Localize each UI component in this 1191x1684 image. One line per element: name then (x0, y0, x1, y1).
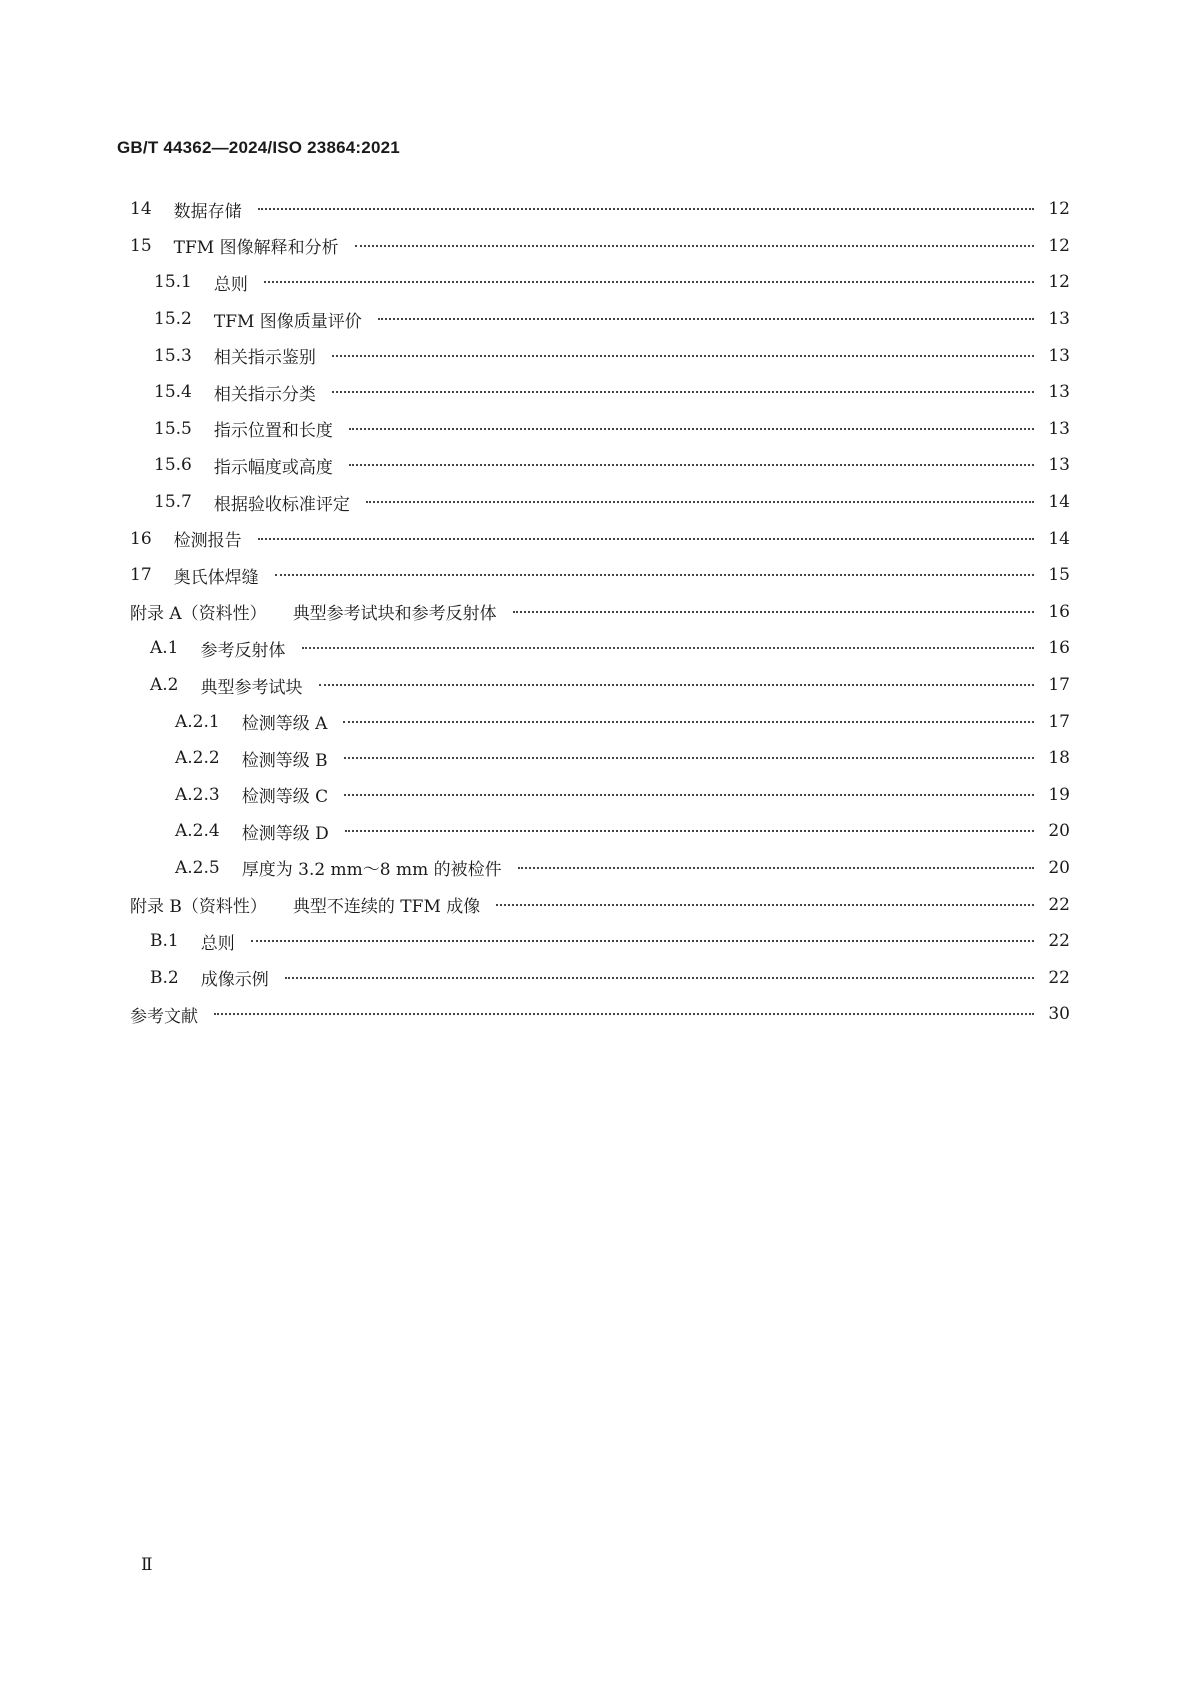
toc-entry[interactable] (0, 337, 1070, 374)
toc-entry-title: 检测等级 C (241, 787, 329, 808)
dot-leader (264, 276, 1034, 288)
toc-entry-page: 12 (1048, 235, 1070, 256)
dot-leader (518, 862, 1034, 874)
toc-entry-title: 厚度为 3.2 mm～8 mm 的被检件 (241, 860, 502, 881)
toc-entry[interactable] (0, 557, 1070, 594)
toc-entry-title: 检测报告 (173, 531, 242, 552)
toc-entry-page: 19 (1048, 784, 1070, 805)
dot-leader (332, 350, 1034, 362)
toc-entry-number: A.2.3 (175, 784, 220, 805)
toc-entry-number: A.2 (150, 675, 179, 696)
toc-entry-page: 22 (1048, 894, 1070, 915)
toc-entry[interactable] (0, 374, 1070, 411)
toc-entry-number: 15.4 (154, 382, 192, 403)
toc-entry-page: 13 (1048, 418, 1070, 439)
toc-entry[interactable] (0, 630, 1070, 667)
toc-entry-page: 12 (1048, 272, 1070, 293)
dot-leader (344, 752, 1034, 764)
toc-entry-number: 附录 B（资料性） (130, 897, 267, 918)
dot-leader (513, 606, 1034, 618)
toc-entry-title: 指示位置和长度 (213, 421, 333, 442)
toc-entry-page: 18 (1048, 748, 1070, 769)
toc-entry-number: A.2.4 (175, 821, 220, 842)
toc-entry-title: 根据验收标准评定 (213, 494, 350, 515)
dot-leader (496, 899, 1034, 911)
toc-entry-title: 典型不连续的 TFM 成像 (292, 897, 481, 918)
toc-entry-number: 15.3 (154, 345, 192, 366)
toc-entry-title: 数据存储 (173, 201, 242, 222)
toc-entry[interactable] (0, 813, 1070, 850)
toc-entry[interactable] (0, 777, 1070, 814)
toc-entry-title: 指示幅度或高度 (213, 457, 333, 478)
dot-leader (343, 716, 1034, 728)
toc-entry[interactable] (0, 228, 1070, 265)
toc-entry-number: 15.1 (154, 272, 192, 293)
toc-entry-page: 14 (1048, 528, 1070, 549)
dot-leader (345, 825, 1034, 837)
table-of-contents (0, 191, 1191, 1033)
toc-entry[interactable] (0, 850, 1070, 887)
toc-entry-title: 典型参考试块和参考反射体 (292, 604, 497, 625)
toc-entry[interactable] (0, 996, 1070, 1033)
dot-leader (349, 459, 1034, 471)
toc-entry[interactable] (0, 301, 1070, 338)
toc-entry-number: 15.5 (154, 418, 192, 439)
toc-entry-page: 30 (1048, 1004, 1070, 1025)
toc-entry[interactable] (0, 667, 1070, 704)
toc-entry-title: 检测等级 B (241, 750, 328, 771)
toc-entry-title: 参考反射体 (200, 640, 286, 661)
toc-entry-title: TFM 图像解释和分析 (173, 238, 339, 259)
toc-entry[interactable] (0, 740, 1070, 777)
dot-leader (302, 642, 1035, 654)
toc-entry-number: A.2.1 (175, 711, 220, 732)
toc-entry-page: 12 (1048, 199, 1070, 220)
toc-entry-title: 检测等级 A (241, 714, 328, 735)
toc-entry-title: 相关指示分类 (213, 384, 316, 405)
toc-entry-title: 成像示例 (200, 970, 269, 991)
toc-entry-number: B.1 (150, 931, 179, 952)
toc-entry-page: 13 (1048, 382, 1070, 403)
toc-entry[interactable] (0, 484, 1070, 521)
toc-entry-title: 总则 (200, 933, 235, 954)
toc-entry-page: 17 (1048, 711, 1070, 732)
toc-entry-title: 相关指示鉴别 (213, 348, 316, 369)
dot-leader (251, 935, 1034, 947)
toc-entry-title: 奥氏体焊缝 (173, 567, 259, 588)
toc-entry-page: 15 (1048, 565, 1070, 586)
toc-entry[interactable] (0, 447, 1070, 484)
toc-entry-title: 总则 (213, 274, 248, 295)
toc-entry-page: 20 (1048, 857, 1070, 878)
toc-entry-page: 13 (1048, 455, 1070, 476)
toc-entry-number: 16 (130, 528, 152, 549)
dot-leader (214, 1008, 1034, 1020)
dot-leader (319, 679, 1035, 691)
toc-entry[interactable] (0, 191, 1070, 228)
toc-entry[interactable] (0, 594, 1070, 631)
toc-entry[interactable] (0, 703, 1070, 740)
toc-entry[interactable] (0, 886, 1070, 923)
toc-entry-number: A.1 (150, 638, 179, 659)
toc-entry-number: 15.6 (154, 455, 192, 476)
toc-entry-number: 15 (130, 235, 152, 256)
page-number-footer: Ⅱ (141, 1555, 153, 1575)
toc-entry-title: TFM 图像质量评价 (213, 311, 362, 332)
toc-entry-page: 22 (1048, 931, 1070, 952)
toc-entry-page: 13 (1048, 309, 1070, 330)
toc-entry-number: 17 (130, 565, 152, 586)
dot-leader (275, 569, 1034, 581)
toc-entry-number: A.2.5 (175, 857, 220, 878)
toc-entry-page: 16 (1048, 638, 1070, 659)
dot-leader (258, 203, 1034, 215)
toc-entry-page: 20 (1048, 821, 1070, 842)
dot-leader (332, 386, 1034, 398)
dot-leader (349, 423, 1034, 435)
toc-entry-title: 典型参考试块 (200, 677, 303, 698)
toc-entry-number: 14 (130, 199, 152, 220)
dot-leader (285, 972, 1034, 984)
toc-entry-title: 参考文献 (130, 1006, 198, 1027)
toc-entry[interactable] (0, 959, 1070, 996)
toc-entry-number: A.2.2 (175, 748, 220, 769)
dot-leader (344, 789, 1034, 801)
toc-entry-page: 17 (1048, 675, 1070, 696)
toc-entry[interactable] (0, 520, 1070, 557)
toc-entry-number: 附录 A（资料性） (130, 604, 267, 625)
toc-entry-page: 13 (1048, 345, 1070, 366)
dot-leader (258, 533, 1034, 545)
toc-entry-number: 15.2 (154, 309, 192, 330)
dot-leader (378, 313, 1034, 325)
toc-entry[interactable] (0, 264, 1070, 301)
toc-entry[interactable] (0, 923, 1070, 960)
toc-entry-number: 15.7 (154, 492, 192, 513)
standard-code-header: GB/T 44362—2024/ISO 23864:2021 (117, 138, 400, 157)
toc-entry[interactable] (0, 411, 1070, 448)
dot-leader (366, 496, 1034, 508)
dot-leader (355, 240, 1034, 252)
toc-entry-number: B.2 (150, 967, 179, 988)
toc-entry-page: 22 (1048, 967, 1070, 988)
toc-entry-title: 检测等级 D (241, 823, 329, 844)
toc-entry-page: 14 (1048, 492, 1070, 513)
toc-entry-page: 16 (1048, 601, 1070, 622)
